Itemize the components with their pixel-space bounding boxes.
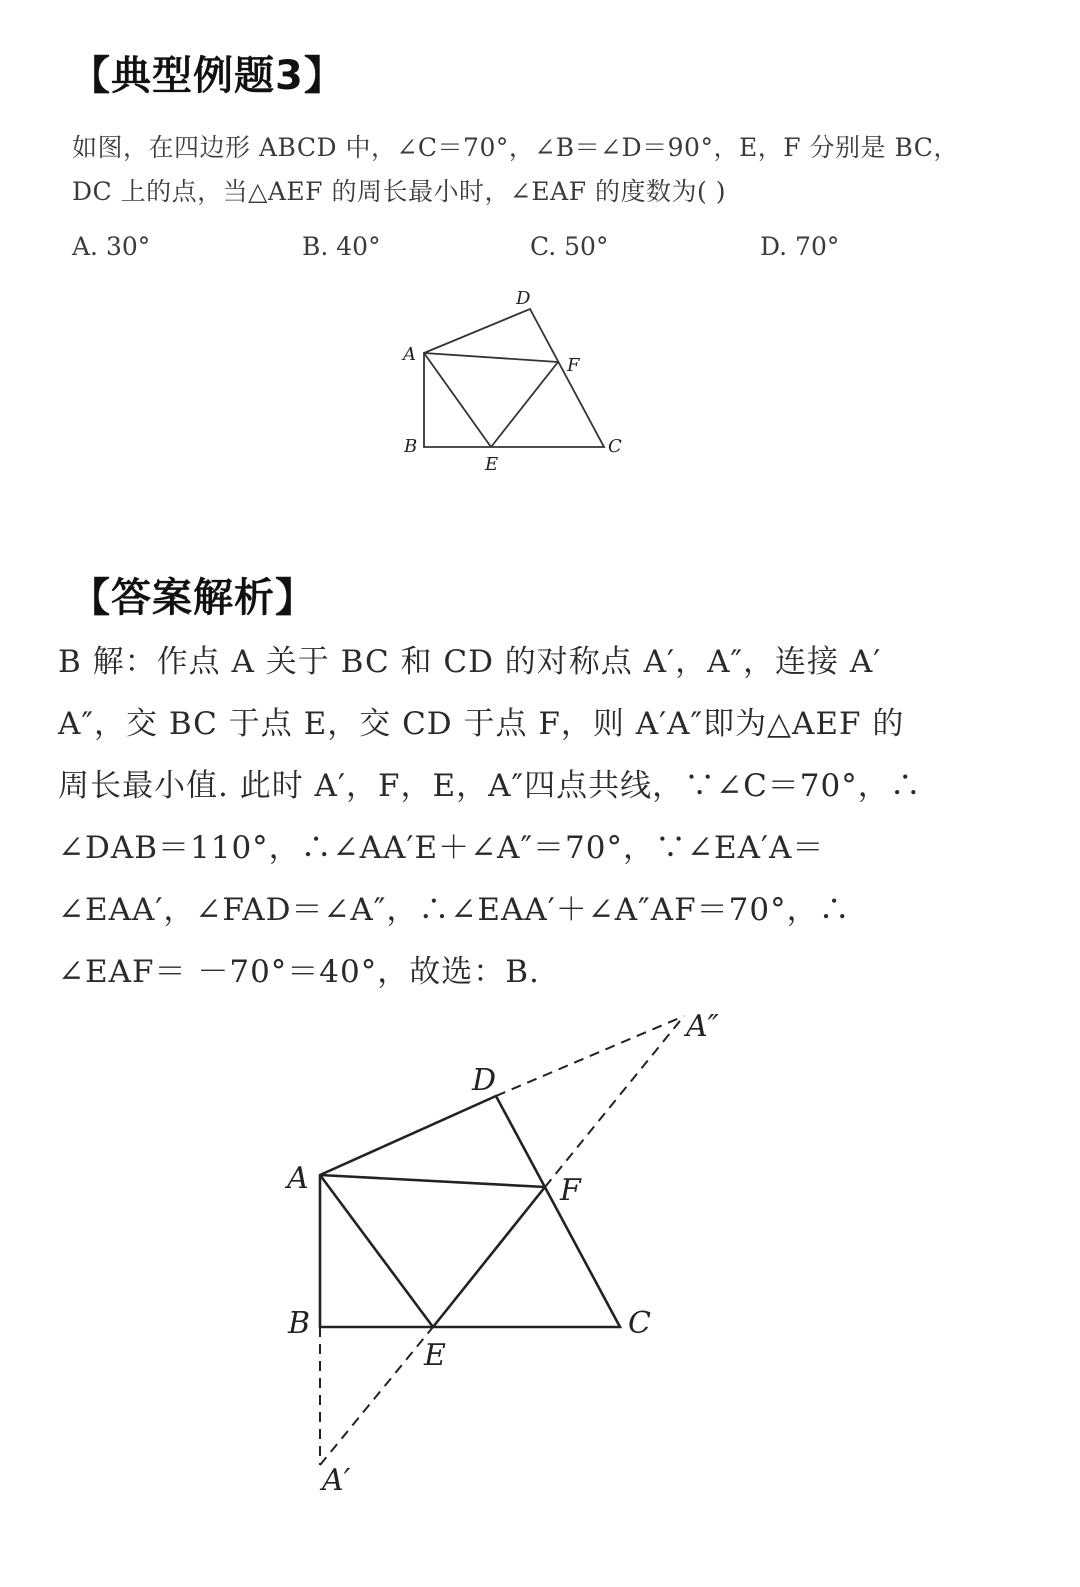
option-a: A. 30° <box>72 232 151 261</box>
question-line-1: 如图，在四边形 ABCD 中，∠C＝70°，∠B＝∠D＝90°，E，F 分别是 BC， <box>72 133 959 162</box>
segment-ae-large <box>320 1175 433 1327</box>
label-c: C <box>608 436 622 457</box>
segment-af <box>424 353 558 362</box>
question-figure <box>390 280 650 480</box>
label-d: D <box>516 288 531 309</box>
label-a2-large: A″ <box>686 1009 719 1044</box>
answer-heading: 【答案解析】 <box>70 575 316 621</box>
option-b: B. 40° <box>302 232 381 261</box>
dashed-a1-e <box>320 1327 433 1465</box>
answer-line-6: ∠EAF＝ －70°＝40°，故选：B. <box>58 954 540 990</box>
answer-line-5: ∠EAA′，∠FAD＝∠A″，∴∠EAA′＋∠A″AF＝70°，∴ <box>58 892 851 928</box>
segment-af-large <box>320 1175 545 1187</box>
answer-line-2: A″，交 BC 于点 E，交 CD 于点 F，则 A′A″即为△AEF 的 <box>58 706 905 742</box>
answer-line-1: B 解：作点 A 关于 BC 和 CD 的对称点 A′，A″，连接 A′ <box>58 644 882 680</box>
segment-ef-large <box>433 1187 545 1327</box>
label-f: F <box>567 355 580 376</box>
label-a-large: A <box>287 1161 309 1196</box>
answer-line-3: 周长最小值. 此时 A′，F，E，A″四点共线，∵∠C＝70°，∴ <box>58 768 922 804</box>
quad-abcd <box>424 309 604 447</box>
option-c: C. 50° <box>530 232 609 261</box>
label-c-large: C <box>628 1306 651 1341</box>
label-b: B <box>404 436 418 457</box>
dashed-f-a2 <box>545 1016 684 1187</box>
quad-abcd-large <box>320 1096 620 1327</box>
question-line-2: DC 上的点，当△AEF 的周长最小时，∠EAF 的度数为( ) <box>72 177 726 206</box>
dashed-d-a2 <box>496 1016 684 1096</box>
answer-line-4: ∠DAB＝110°，∴∠AA′E＋∠A″＝70°，∵∠EA′A＝ <box>58 830 825 866</box>
label-b-large: B <box>288 1306 311 1341</box>
label-e-large: E <box>424 1338 446 1373</box>
segment-ae <box>424 353 491 447</box>
option-d: D. 70° <box>760 232 840 261</box>
segment-ef <box>491 362 558 447</box>
label-d-large: D <box>472 1063 497 1098</box>
label-a1-large: A′ <box>322 1463 351 1498</box>
label-f-large: F <box>560 1173 581 1208</box>
label-a: A <box>403 344 416 365</box>
example-heading: 【典型例题3】 <box>70 53 345 99</box>
answer-figure <box>270 1000 750 1510</box>
label-e: E <box>485 454 499 475</box>
